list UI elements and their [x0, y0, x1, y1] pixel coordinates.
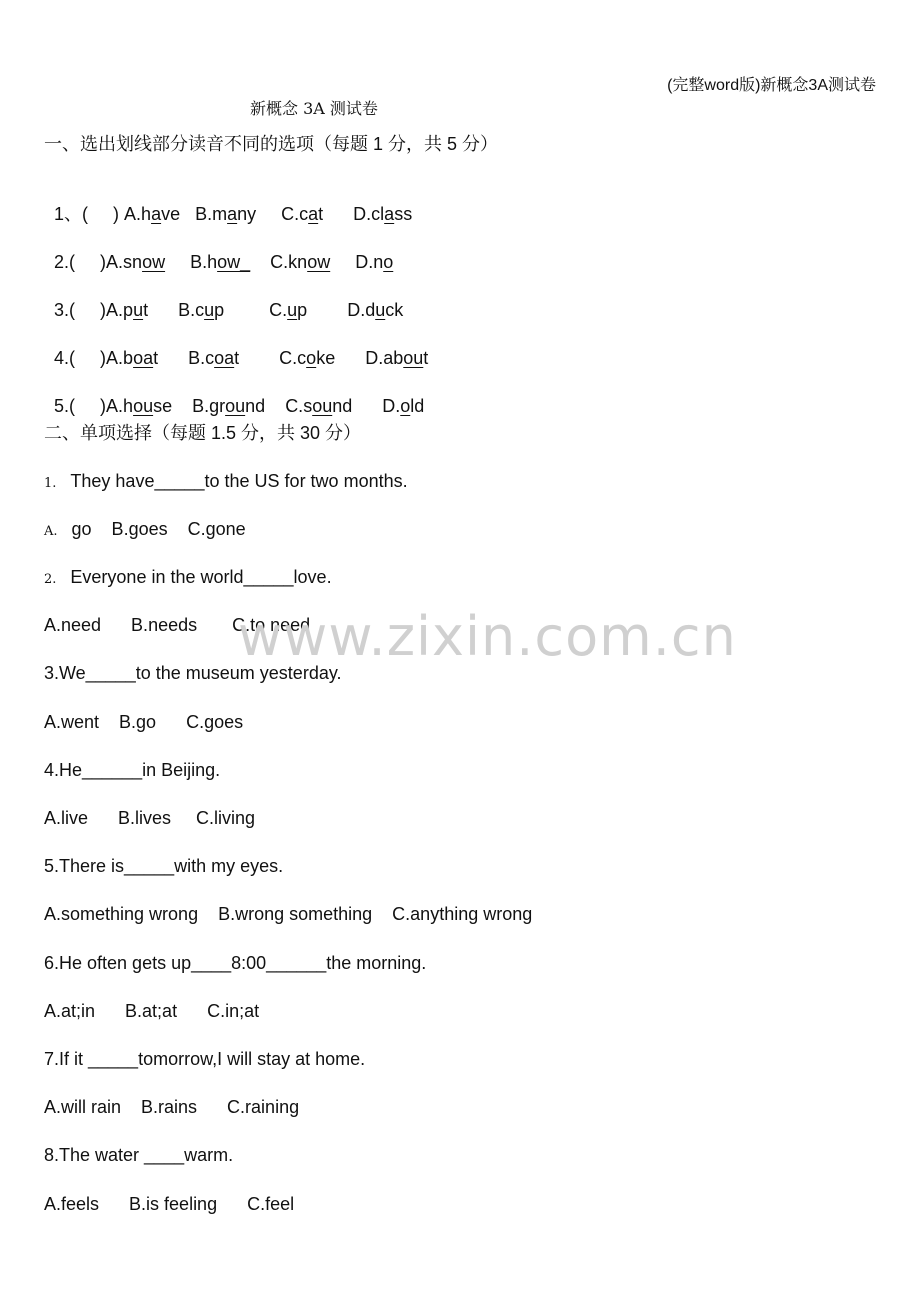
question-prefix: 3.( ) [54, 300, 107, 320]
mc-options-5: A.something wrong B.wrong something C.anything wrong [44, 904, 533, 924]
option-c-text: C.c [279, 348, 307, 368]
option-d-text: D.cl [353, 204, 385, 224]
option-d-text: D. [382, 396, 401, 416]
option-b-text: ny [237, 204, 282, 224]
option-d-text: D.n [355, 252, 384, 272]
phonics-question-3 [44, 277, 403, 321]
option-b-text: t [234, 348, 280, 368]
mc-question-4: 4.He______in Beijing. [44, 760, 221, 780]
option-b-text: B.h [190, 252, 218, 272]
underlined-letters: ow_ [217, 252, 251, 272]
phonics-question-5 [44, 373, 424, 417]
underlined-letters: ou [133, 396, 154, 416]
option-b-text: B.gr [192, 396, 226, 416]
option-a-text: A.p [106, 300, 134, 320]
option-a-text: ve [161, 204, 196, 224]
option-prefix: A. [44, 524, 58, 539]
option-d-text: D.ab [365, 348, 404, 368]
option-b-text: B.c [178, 300, 205, 320]
option-c-text: p [297, 300, 348, 320]
option-d-text: ss [394, 204, 413, 224]
underlined-letters: ow [307, 252, 331, 272]
underlined-letters: u [204, 300, 215, 320]
options-text: go B.goes C.gone [71, 519, 246, 539]
mc-question-1 [44, 470, 408, 495]
underlined-letters: ou [312, 396, 333, 416]
question-prefix: 4.( ) [54, 348, 107, 368]
question-prefix: 1、( ) [54, 204, 125, 224]
question-number: 2. [44, 572, 57, 587]
option-c-text: C.kn [270, 252, 308, 272]
option-c-text: ke [316, 348, 366, 368]
mc-options-7: A.will rain B.rains C.raining [44, 1097, 300, 1117]
option-b-text: B.c [188, 348, 215, 368]
underlined-letters: u [287, 300, 298, 320]
option-c-text: nd [332, 396, 383, 416]
underlined-letters: oa [133, 348, 154, 368]
option-a-text: t [153, 348, 189, 368]
underlined-letters: ou [225, 396, 246, 416]
mc-question-2 [44, 566, 332, 591]
option-a-text: t [143, 300, 179, 320]
option-d-text: t [423, 348, 429, 368]
option-a-text: A.b [106, 348, 134, 368]
mc-question-6: 6.He often gets up____8:00______the morning. [44, 953, 427, 973]
mc-question-7: 7.If it _____tomorrow,I will stay at home. [44, 1049, 366, 1069]
underlined-letters: o [400, 396, 411, 416]
option-a-text: A.h [106, 396, 134, 416]
underlined-letters: o [383, 252, 394, 272]
page-title: 新概念 3A 测试卷 [250, 99, 378, 118]
underlined-letters: oa [214, 348, 235, 368]
option-c-text: C.s [285, 396, 313, 416]
option-d-text: ld [410, 396, 425, 416]
question-prefix: 2.( ) [54, 252, 107, 272]
mc-options-6: A.at;in B.at;at C.in;at [44, 1001, 260, 1021]
phonics-question-4 [44, 325, 428, 369]
option-a-text: A.h [124, 204, 152, 224]
mc-options-2: A.need B.needs C.to need [44, 615, 311, 635]
underlined-letters: a [384, 204, 395, 224]
question-prefix: 5.( ) [54, 396, 107, 416]
underlined-letters: a [308, 204, 319, 224]
mc-question-8: 8.The water ____warm. [44, 1145, 234, 1165]
question-number: 1. [44, 476, 57, 491]
underlined-letters: ou [403, 348, 424, 368]
mc-options-3: A.went B.go C.goes [44, 712, 244, 732]
question-text: Everyone in the world_____love. [70, 567, 332, 587]
mc-options-4: A.live B.lives C.living [44, 808, 256, 828]
option-b-text [250, 252, 270, 272]
document-header: (完整word版)新概念3A测试卷 [667, 77, 876, 94]
mc-question-3: 3.We_____to the museum yesterday. [44, 663, 342, 683]
section1-heading: 一、选出划线部分读音不同的选项（每题 1 分，共 5 分） [44, 134, 499, 154]
option-c-text: C.c [281, 204, 309, 224]
watermark: www.zixin.com.cn [238, 605, 737, 668]
phonics-question-2 [44, 229, 393, 273]
phonics-question-1 [44, 181, 412, 225]
option-b-text: p [214, 300, 270, 320]
option-c-text: t [318, 204, 354, 224]
underlined-letters: a [151, 204, 162, 224]
underlined-letters: u [375, 300, 386, 320]
option-b-text: B.m [195, 204, 228, 224]
option-a-text: se [153, 396, 193, 416]
mc-options-8: A.feels B.is feeling C.feel [44, 1194, 295, 1214]
option-c-text [330, 252, 355, 272]
option-d-text: D.d [347, 300, 376, 320]
question-text: They have_____to the US for two months. [70, 471, 408, 491]
option-b-text: nd [245, 396, 286, 416]
underlined-letters: o [306, 348, 317, 368]
section2-heading: 二、单项选择（每题 1.5 分，共 30 分） [44, 423, 362, 443]
underlined-letters: a [227, 204, 238, 224]
option-d-text: ck [385, 300, 404, 320]
option-a-text: A.sn [106, 252, 143, 272]
option-c-text: C. [269, 300, 288, 320]
mc-question-5: 5.There is_____with my eyes. [44, 856, 284, 876]
option-a-text [165, 252, 190, 272]
mc-options-1 [44, 518, 246, 543]
underlined-letters: ow [142, 252, 166, 272]
underlined-letters: u [133, 300, 144, 320]
